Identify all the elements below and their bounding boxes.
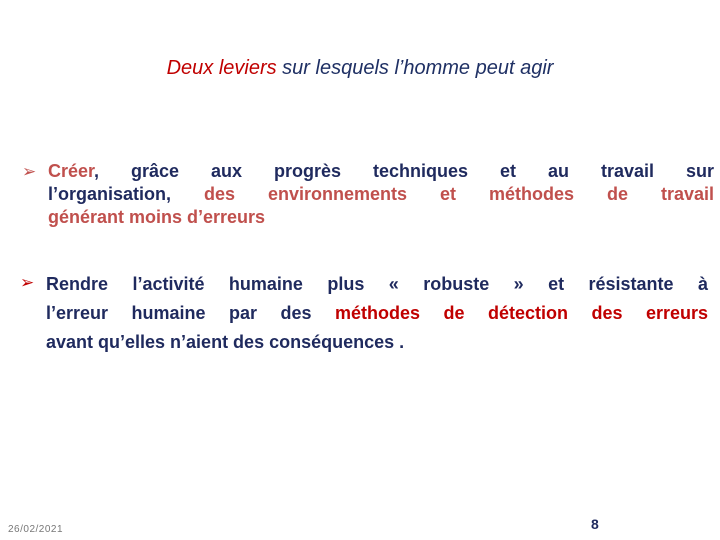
slide-date: 26/02/2021 [8, 524, 64, 535]
bullet-1-line-2-navy: l’organisation, [48, 184, 204, 204]
bullet-1-line-1-rest: , grâce aux progrès techniques et au travail sur [94, 161, 714, 181]
bullet-1-line-2-highlight: des environnements et méthodes de travail [204, 184, 714, 204]
bullet-1-line-2 [48, 183, 714, 206]
page-number: 8 [591, 516, 599, 532]
bullet-2-text [46, 270, 708, 357]
bullet-1-text [48, 160, 714, 229]
bullet-1-line-1 [48, 160, 714, 183]
bullet-2-line-3: avant qu’elles n’aient des conséquences . [46, 332, 405, 352]
arrow-right-icon: ➢ [20, 273, 35, 293]
bullet-2 [20, 270, 708, 357]
bullet-1 [22, 160, 714, 229]
bullet-2-line-2 [46, 299, 708, 328]
bullet-2-line-1: Rendre l’activité humaine plus « robuste » et résistante à [46, 274, 708, 294]
bullet-2-line-2-navy: l’erreur humaine par des [46, 303, 335, 323]
slide-title [0, 56, 720, 80]
title-rest: sur lesquels l’homme peut agir [276, 57, 554, 79]
arrow-right-icon: ➢ [22, 162, 37, 182]
title-highlight: Deux leviers [166, 57, 277, 79]
bullet-2-line-2-highlight: méthodes de détection des erreurs [335, 303, 709, 323]
bullet-1-lead: Créer [48, 161, 95, 181]
bullet-1-line-3: générant moins d’erreurs [48, 207, 266, 227]
